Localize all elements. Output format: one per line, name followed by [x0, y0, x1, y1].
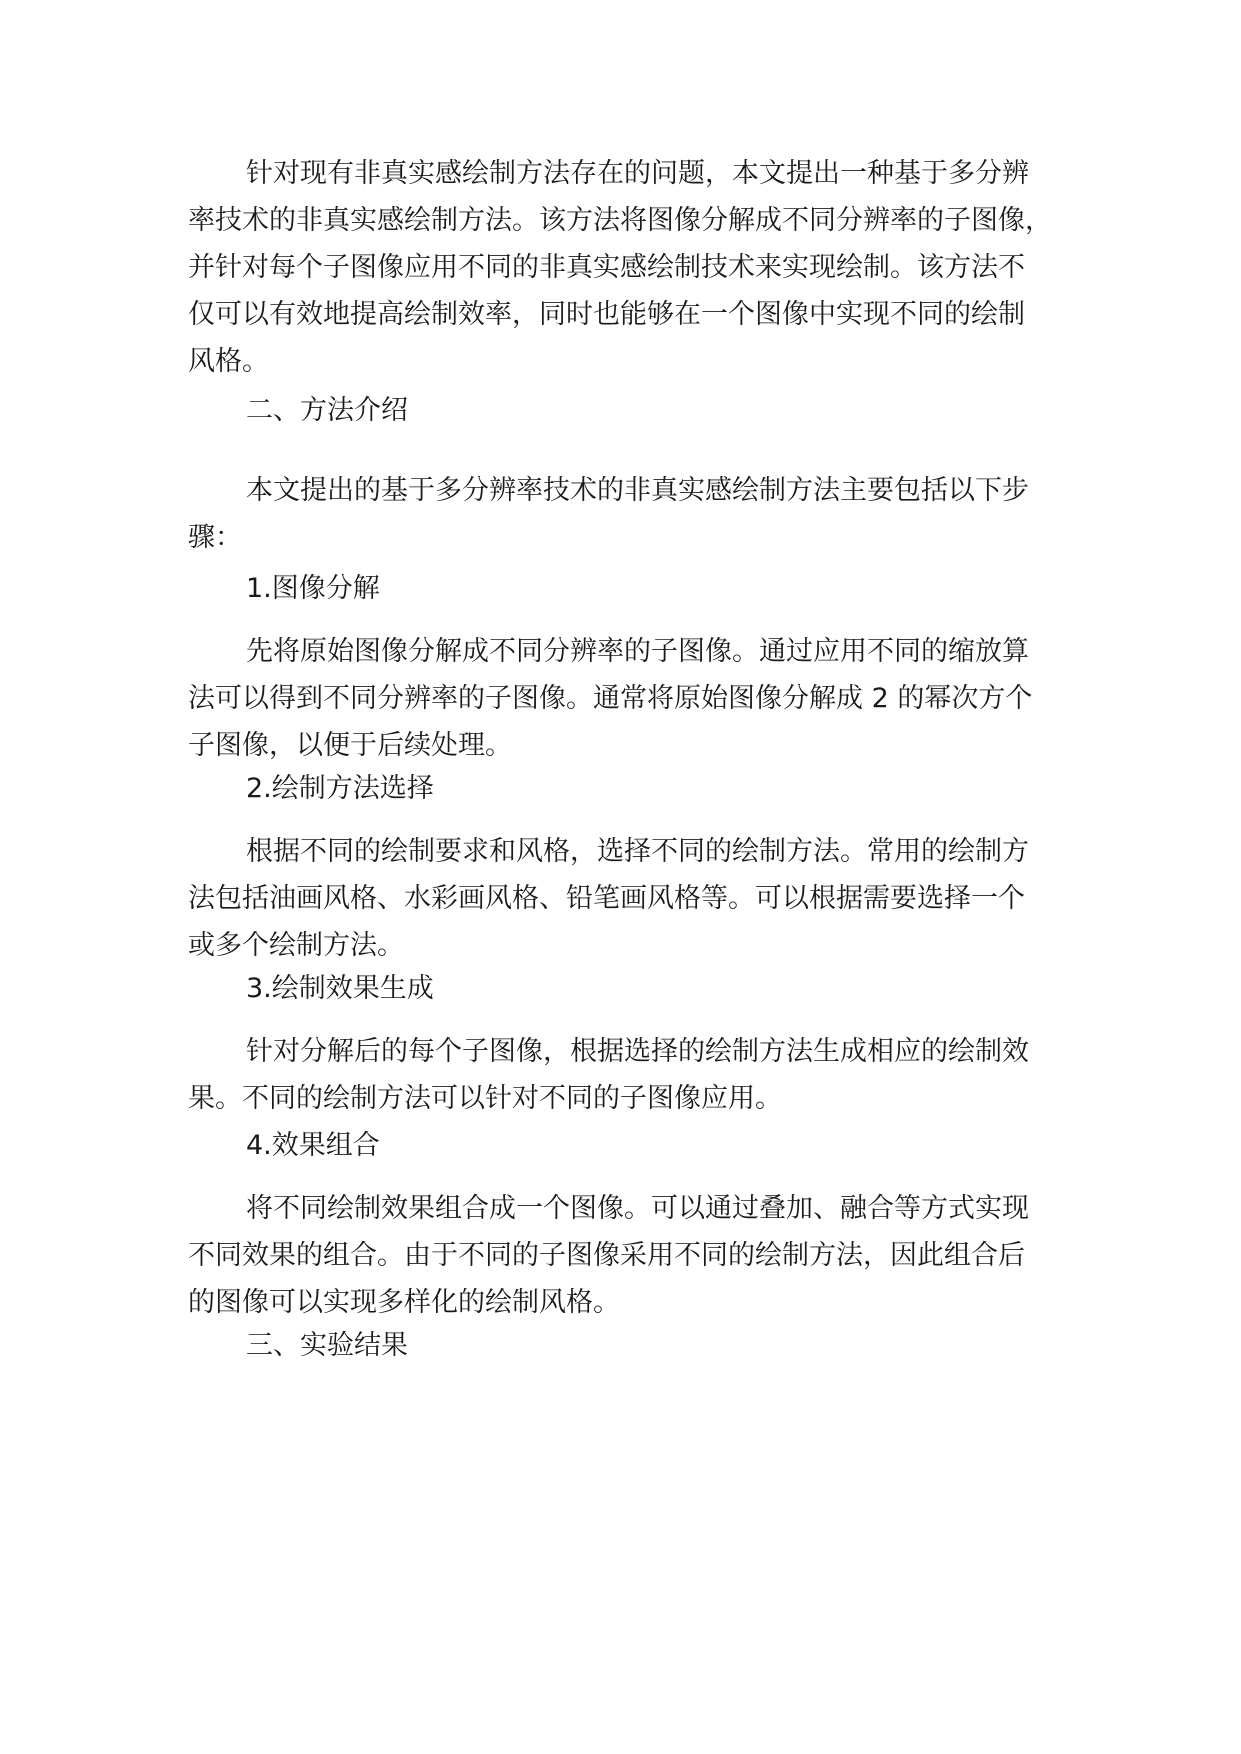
section-heading-method: 二、方法介绍: [246, 395, 408, 426]
text-line: 本文提出的基于多分辨率技术的非真实感绘制方法主要包括以下步: [246, 475, 1029, 506]
subheading-method-selection: 2.绘制方法选择: [246, 773, 434, 804]
text-line: 并针对每个子图像应用不同的非真实感绘制技术来实现绘制。该方法不: [188, 252, 1025, 283]
text-line: 将不同绘制效果组合成一个图像。可以通过叠加、融合等方式实现: [246, 1193, 1029, 1224]
paragraph-effect-combination: [188, 1185, 1029, 1326]
text-line: 不同效果的组合。由于不同的子图像采用不同的绘制方法，因此组合后: [188, 1240, 1025, 1271]
text-line: 针对现有非真实感绘制方法存在的问题，本文提出一种基于多分辨: [246, 158, 1029, 189]
text-line: 的图像可以实现多样化的绘制风格。: [188, 1287, 620, 1318]
text-line: 根据不同的绘制要求和风格，选择不同的绘制方法。常用的绘制方: [246, 836, 1029, 867]
text-line: 仅可以有效地提高绘制效率，同时也能够在一个图像中实现不同的绘制: [188, 299, 1025, 330]
text-line: 针对分解后的每个子图像，根据选择的绘制方法生成相应的绘制效: [246, 1036, 1029, 1067]
text-line: 子图像，以便于后续处理。: [188, 730, 512, 761]
subheading-effect-generation: 3.绘制效果生成: [246, 973, 434, 1004]
text-line: 法包括油画风格、水彩画风格、铅笔画风格等。可以根据需要选择一个: [188, 883, 1025, 914]
paragraph-intro: [188, 150, 1052, 385]
text-line: 果。不同的绘制方法可以针对不同的子图像应用。: [188, 1083, 782, 1114]
text-line: 先将原始图像分解成不同分辨率的子图像。通过应用不同的缩放算: [246, 636, 1029, 667]
text-line: 率技术的非真实感绘制方法。该方法将图像分解成不同分辨率的子图像，: [188, 205, 1052, 236]
subheading-decomposition: 1.图像分解: [246, 573, 380, 604]
text-line: 或多个绘制方法。: [188, 930, 404, 961]
text-line: 骤：: [188, 522, 242, 553]
paragraph-effect-generation: [188, 1028, 1029, 1122]
text-line: 风格。: [188, 346, 269, 377]
paragraph-method-selection: [188, 828, 1029, 969]
paragraph-decomposition: [188, 628, 1032, 769]
text-line: 法可以得到不同分辨率的子图像。通常将原始图像分解成 2 的幂次方个: [188, 683, 1033, 714]
subheading-effect-combination: 4.效果组合: [246, 1130, 380, 1161]
section-heading-results: 三、实验结果: [246, 1330, 408, 1361]
paragraph-steps-intro: [188, 467, 1029, 561]
